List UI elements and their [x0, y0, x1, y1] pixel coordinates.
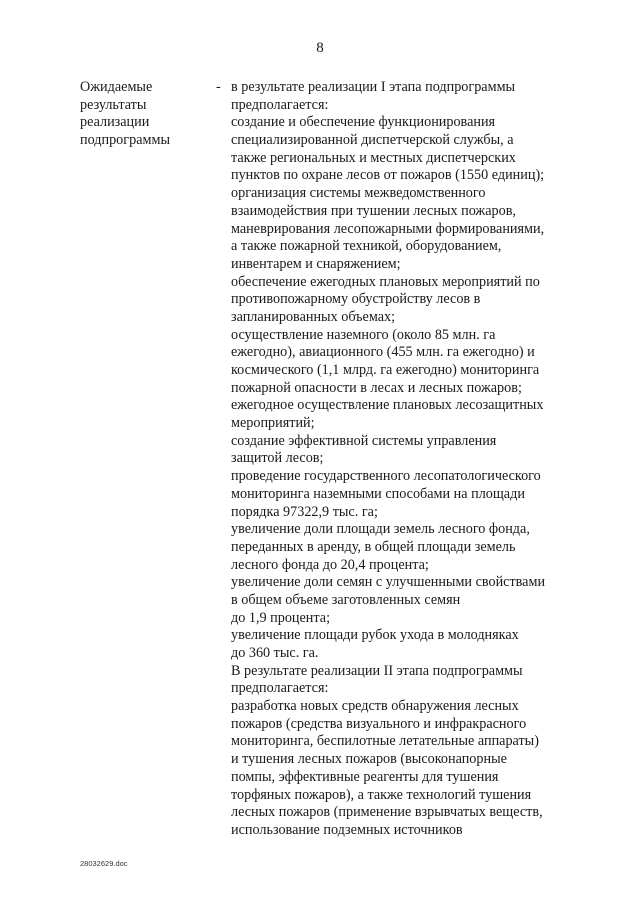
section-label-line: результаты: [80, 96, 147, 113]
text-line: создание эффективной системы управления: [231, 432, 497, 449]
expected-results-text: [231, 79, 591, 840]
page-number: 8: [316, 40, 324, 56]
text-line: предполагается:: [231, 680, 329, 697]
text-line: обеспечение ежегодных плановых мероприятий по: [231, 273, 540, 290]
text-line: ежегодно), авиационного (455 млн. га ежегодно) и: [231, 344, 535, 361]
text-line: организация системы межведомственного: [231, 185, 486, 202]
text-line: лесного фонда до 20,4 процента;: [231, 556, 429, 573]
text-line: торфяных пожаров), а также технологий тушения: [231, 786, 532, 803]
text-line: пожарной опасности в лесах и лесных пожаров;: [231, 379, 522, 396]
text-line: а также пожарной техникой, оборудованием,: [231, 238, 502, 255]
text-line: взаимодействия при тушении лесных пожаров,: [231, 202, 516, 219]
text-line: пожаров (средства визуального и инфракрасного: [231, 715, 527, 732]
text-line: помпы, эффективные реагенты для тушения: [231, 768, 499, 785]
text-line: мониторинга наземными способами на площади: [231, 485, 525, 502]
text-line: защитой лесов;: [231, 450, 324, 467]
text-line: предполагается:: [231, 96, 329, 113]
dash-separator: -: [216, 79, 221, 95]
text-line: порядка 97322,9 тыс. га;: [231, 503, 378, 520]
text-line: противопожарному обустройству лесов в: [231, 291, 481, 308]
text-line: увеличение доли семян с улучшенными свойствами: [231, 574, 546, 591]
section-label-line: реализации: [80, 114, 150, 131]
text-line: и тушения лесных пожаров (высоконапорные: [231, 751, 507, 768]
text-line: мониторинга, беспилотные летательные аппараты): [231, 733, 539, 750]
text-line: мероприятий;: [231, 415, 315, 432]
text-line: специализированной диспетчерской службы, а: [231, 132, 514, 149]
section-label: [80, 79, 210, 150]
text-line: инвентарем и снаряжением;: [231, 255, 401, 272]
text-line: использование подземных источников: [231, 821, 463, 838]
text-line: до 1,9 процента;: [231, 609, 331, 626]
text-line: увеличение площади рубок ухода в молодняках: [231, 627, 519, 644]
text-line: разработка новых средств обнаружения лесных: [231, 698, 519, 715]
text-line: в результате реализации I этапа подпрограммы: [231, 79, 516, 95]
text-line: запланированных объемах;: [231, 308, 396, 325]
text-line: пунктов по охране лесов от пожаров (1550 единиц);: [231, 167, 545, 184]
text-line: до 360 тыс. га.: [231, 645, 319, 661]
text-line: увеличение доли площади земель лесного фонда,: [231, 521, 530, 538]
text-line: ежегодное осуществление плановых лесозащитных: [231, 397, 544, 414]
text-line: лесных пожаров (применение взрывчатых веществ,: [231, 804, 543, 821]
text-line: проведение государственного лесопатологического: [231, 468, 541, 485]
section-label-line: подпрограммы: [80, 132, 170, 149]
text-line: осуществление наземного (около 85 млн. га: [231, 326, 496, 343]
section-label-line: Ожидаемые: [80, 79, 153, 95]
text-line: В результате реализации II этапа подпрограммы: [231, 662, 523, 679]
text-line: переданных в аренду, в общей площади земель: [231, 538, 516, 555]
text-line: также региональных и местных диспетчерских: [231, 149, 516, 166]
text-line: космического (1,1 млрд. га ежегодно) мониторинга: [231, 362, 540, 378]
document-filename: 28032629.doc: [80, 859, 128, 868]
text-line: в общем объеме заготовленных семян: [231, 591, 461, 608]
text-line: маневрирования лесопожарными формированиями,: [231, 220, 545, 237]
text-line: создание и обеспечение функционирования: [231, 114, 496, 131]
